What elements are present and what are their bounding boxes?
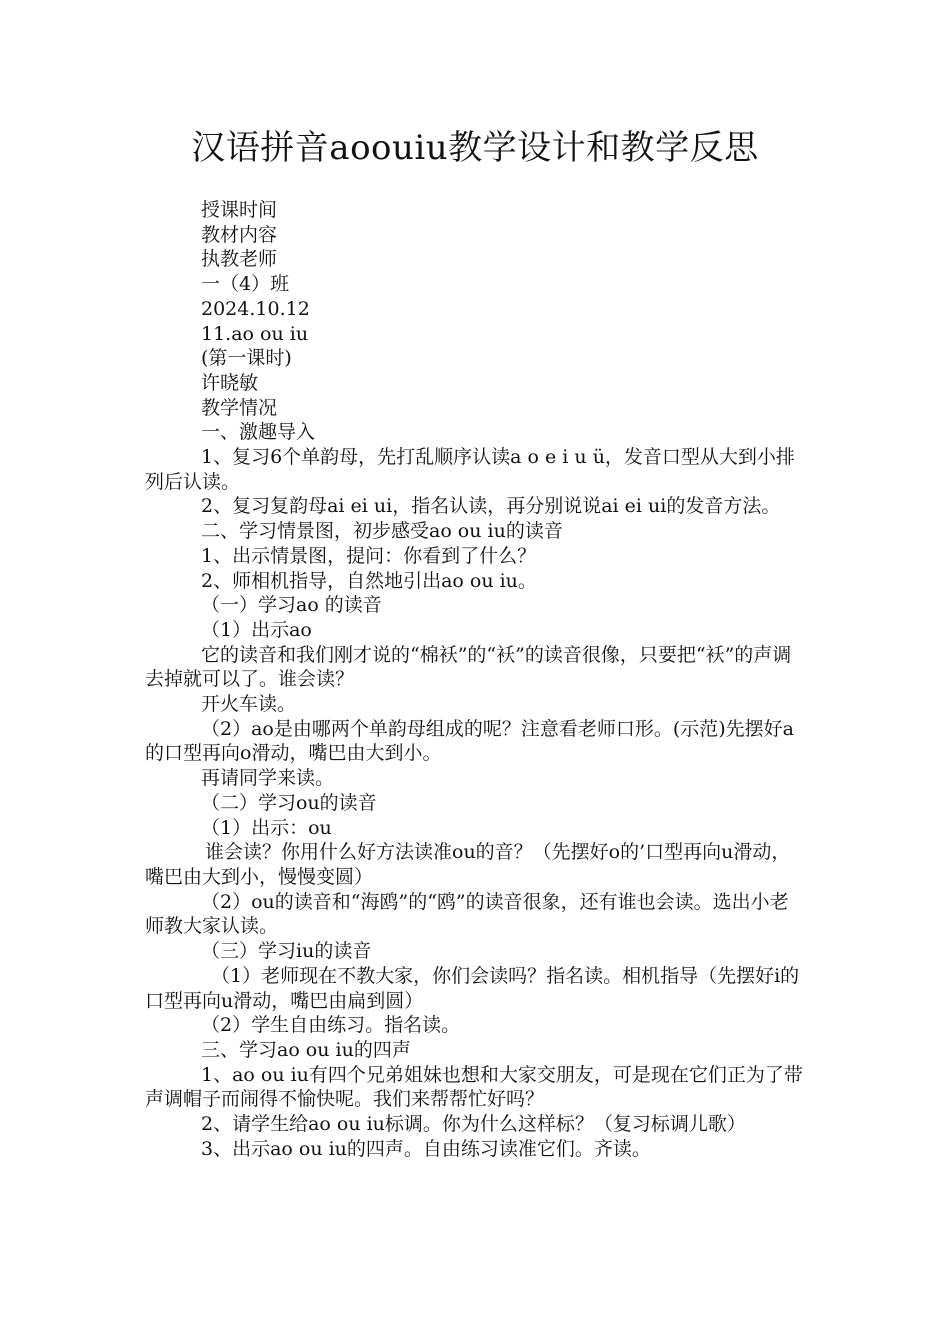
info-label-content: 教材内容 bbox=[201, 223, 278, 246]
paragraph: 2、复习复韵母ai ei ui，指名认读，再分别说说ai ei ui的发音方法。 bbox=[201, 495, 781, 518]
paragraph: 开火车读。 bbox=[201, 693, 297, 716]
subsection-heading: （三）学习iu的读音 bbox=[201, 940, 372, 963]
paragraph: 2、师相机指导，自然地引出ao ou iu。 bbox=[201, 569, 537, 592]
section-heading: 三、学习ao ou iu的四声 bbox=[201, 1038, 411, 1061]
subsection-heading: （二）学习ou的读音 bbox=[201, 791, 377, 814]
paragraph: （2）ou的读音和“海鸥”的“鸥”的读音很象，还有谁也会读。选出小老师教大家认读。 bbox=[145, 890, 789, 938]
section-heading: 教学情况 bbox=[201, 396, 278, 419]
document-body bbox=[145, 198, 807, 1161]
paragraph: （1）出示：ou bbox=[201, 816, 332, 839]
paragraph: 1、ao ou iu有四个兄弟姐妹也想和大家交朋友，可是现在它们正为了带声调帽子而闹得不愉快呢。我们来帮帮忙好吗？ bbox=[145, 1063, 803, 1111]
info-label-time: 授课时间 bbox=[201, 199, 278, 221]
paragraph: （2）学生自由练习。指名读。 bbox=[201, 1014, 461, 1037]
paragraph: 再请同学来读。 bbox=[201, 767, 335, 790]
info-date: 2024.10.12 bbox=[201, 297, 310, 320]
paragraph: （1）老师现在不教大家，你们会读吗？指名读。相机指导（先摆好i的口型再向u滑动，嘴巴由扁到圆） bbox=[145, 964, 800, 1012]
info-class: 一（4）班 bbox=[201, 273, 290, 296]
info-period: (第一课时) bbox=[201, 347, 292, 370]
paragraph: （1）出示ao bbox=[201, 618, 312, 641]
info-label-teacher: 执教老师 bbox=[201, 248, 278, 271]
paragraph: 谁会读？你用什么好方法读准ou的音？（先摆好o的’口型再向u滑动，嘴巴由大到小，慢慢变圆） bbox=[145, 841, 791, 888]
paragraph: 2、请学生给ao ou iu标调。你为什么这样标？（复习标调儿歌） bbox=[201, 1113, 746, 1136]
section-heading: 一、激趣导入 bbox=[201, 421, 316, 444]
section-heading: 二、学习情景图，初步感受ao ou iu的读音 bbox=[201, 520, 563, 543]
paragraph: 1、复习6个单韵母，先打乱顺序认读a o e i u ü，发音口型从大到小排列后认读。 bbox=[145, 446, 795, 493]
paragraph: 3、出示ao ou iu的四声。自由练习读准它们。齐读。 bbox=[201, 1137, 651, 1160]
subsection-heading: （一）学习ao 的读音 bbox=[201, 594, 382, 617]
info-teacher-name: 许晓敏 bbox=[201, 371, 259, 394]
document-title: 汉语拼音aoouiu教学设计和教学反思 bbox=[191, 128, 759, 168]
paragraph: 1、出示情景图，提问：你看到了什么？ bbox=[201, 544, 537, 567]
paragraph: 它的读音和我们刚才说的“棉袄”的“袄”的读音很像，只要把“袄”的声调去掉就可以了。谁会读？ bbox=[145, 643, 792, 691]
paragraph: （2）ao是由哪两个单韵母组成的呢？注意看老师口形。(示范)先摆好a的口型再向o滑动，嘴巴由大到小。 bbox=[145, 717, 795, 765]
info-lesson: 11.ao ou iu bbox=[201, 322, 309, 345]
